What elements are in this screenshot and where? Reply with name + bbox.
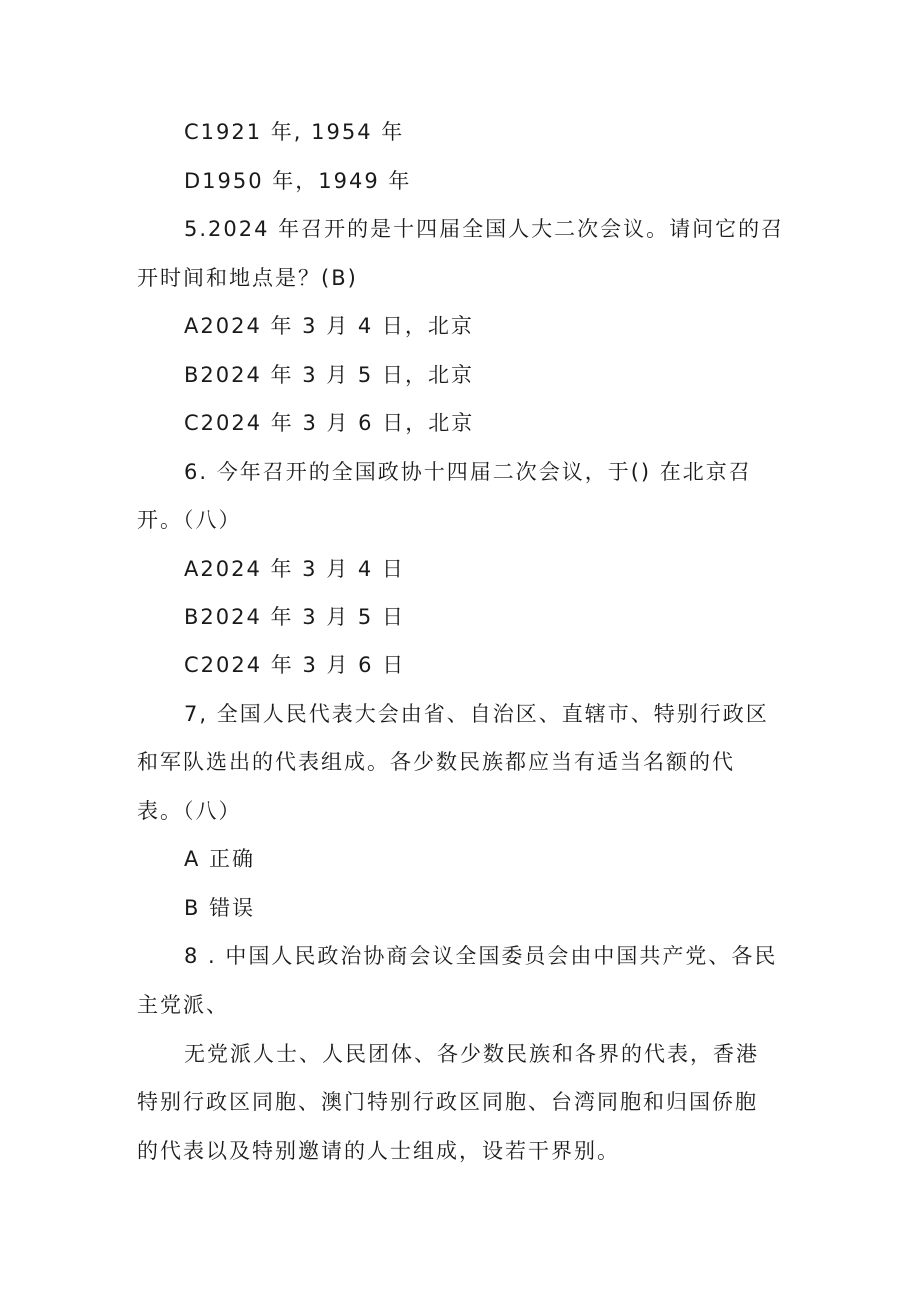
question-7-line-2: 和军队选出的代表组成。各少数民族都应当有适当名额的代	[137, 750, 735, 774]
question-5-line-1: 5.2024 年召开的是十四届全国人大二次会议。请问它的召	[184, 217, 785, 241]
paragraph-line-1: 无党派人士、人民团体、各少数民族和各界的代表，香港	[184, 1042, 759, 1066]
option-b-q5: B2024 年 3 月 5 日，北京	[184, 363, 474, 387]
question-7-line-1: 7, 全国人民代表大会由省、自治区、直辖市、特别行政区	[184, 702, 769, 726]
question-7-line-3: 表。（八）	[137, 799, 242, 823]
question-8-line-1: 8 . 中国人民政治协商会议全国委员会由中国共产党、各民	[184, 944, 778, 968]
paragraph-line-2: 特别行政区同胞、澳门特别行政区同胞、台湾同胞和归国侨胞	[137, 1090, 758, 1114]
question-6-line-2: 开。（八）	[137, 508, 242, 532]
option-c-q6: C2024 年 3 月 6 日	[184, 653, 406, 677]
option-c-q5: C2024 年 3 月 6 日，北京	[184, 411, 475, 435]
option-a-q6: A2024 年 3 月 4 日	[184, 557, 405, 581]
option-d-q4: D1950 年，1949 年	[184, 169, 412, 193]
question-8-line-2: 主党派、	[137, 993, 229, 1017]
question-5-line-2: 开时间和地点是？(B)	[137, 266, 358, 290]
paragraph-line-3: 的代表以及特别邀请的人士组成，设若干界别。	[137, 1139, 620, 1163]
option-c-q4: C1921 年, 1954 年	[184, 120, 405, 144]
option-b-q6: B2024 年 3 月 5 日	[184, 605, 405, 629]
question-6-line-1: 6. 今年召开的全国政协十四届二次会议，于() 在北京召	[184, 460, 752, 484]
option-b-q7: B 错误	[184, 896, 256, 920]
option-a-q5: A2024 年 3 月 4 日，北京	[184, 314, 474, 338]
option-a-q7: A 正确	[184, 847, 256, 871]
